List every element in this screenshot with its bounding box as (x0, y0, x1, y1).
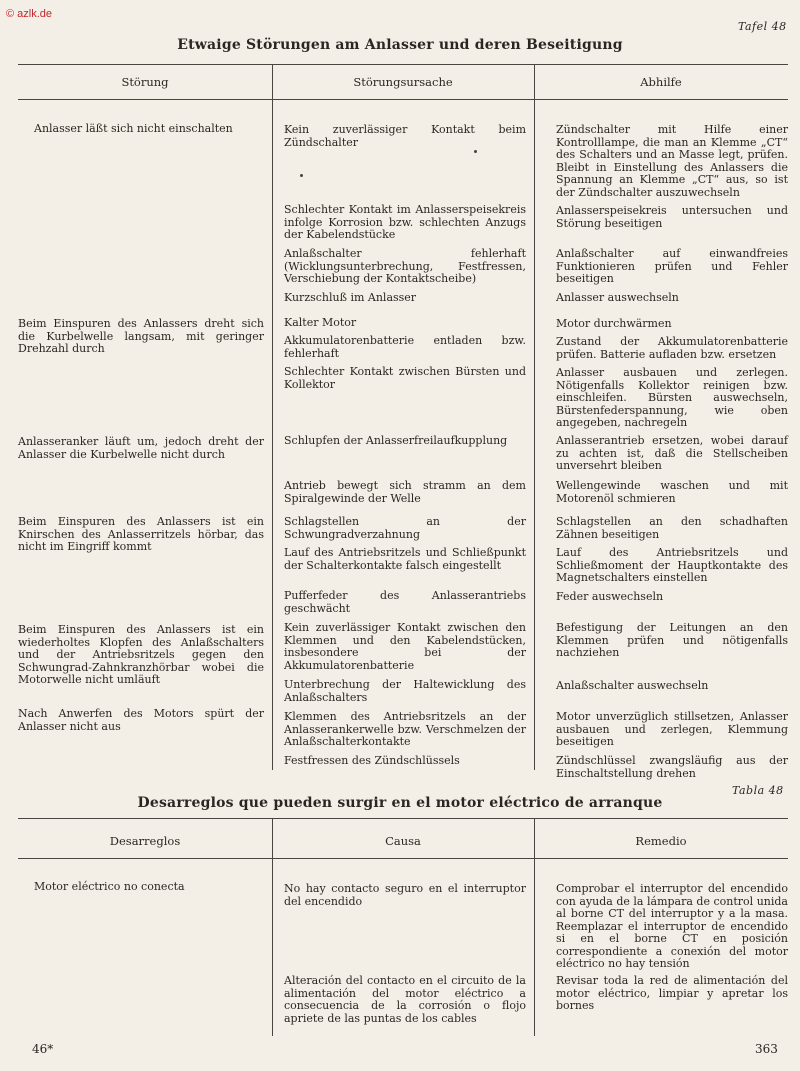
ursache-cell: Kein zuverlässiger Kontakt beim Zündschalter (284, 123, 526, 149)
table-number: Tafel 48 (738, 20, 787, 33)
abhilfe-cell: Feder auswechseln (556, 590, 664, 603)
column-divider (534, 818, 535, 1036)
column-divider (534, 64, 535, 770)
ursache-cell: Unterbrechung der Haltewicklung des Anlaßschalters (284, 678, 526, 704)
abhilfe-cell: Anlasserantrieb ersetzen, wobei darauf zu achten ist, daß die Stellscheiben unversehrt bleiben (556, 434, 788, 472)
column-divider (272, 64, 273, 770)
abhilfe-cell: Motor durchwärmen (556, 317, 672, 330)
abhilfe-cell: Anlasserspeisekreis untersuchen und Störung beseitigen (556, 204, 788, 230)
abhilfe-cell: Anlaßschalter auswechseln (556, 679, 709, 692)
causa-cell: Alteración del contacto en el circuito de la alimentación del motor eléctrico a consecuencia de la corrosión o flojo apriete de las puntas de los cables (284, 974, 526, 1025)
ursache-cell: Schlagstellen an der Schwungradverzahnung (284, 515, 526, 541)
ursache-cell: Kein zuverlässiger Kontakt zwischen den Klemmen und den Kabelendstücken, insbesondere bei der Akkumulatorenbatterie (284, 621, 526, 672)
ursache-cell: Festfressen des Zündschlüssels (284, 754, 460, 767)
header-desarreglos: Desarreglos (109, 834, 181, 848)
ursache-cell: Schlechter Kontakt zwischen Bürsten und Kollektor (284, 365, 526, 391)
ursache-cell: Lauf des Antriebsritzels und Schließpunkt der Schalterkontakte falsch eingestellt (284, 546, 526, 572)
ursache-cell: Klemmen des Antriebsritzels an der Anlasserankerwelle bzw. Verschmelzen der Anlaßschalterkontakte (284, 710, 526, 748)
header-remedio: Remedio (635, 834, 687, 848)
storung-cell: Beim Einspuren des Anlassers dreht sich die Kurbelwelle langsam, mit geringer Drehzahl durch (18, 317, 264, 355)
german-title: Etwaige Störungen am Anlasser und deren Beseitigung (177, 37, 623, 53)
ursache-cell: Anlaßschalter fehlerhaft (Wicklungsunterbrechung, Festfressen, Verschiebung der Kontaktscheibe) (284, 247, 526, 285)
header-bottom-rule (18, 858, 788, 859)
ursache-cell: Schlupfen der Anlasserfreilaufkupplung (284, 434, 508, 447)
abhilfe-cell: Zündschlüssel zwangsläufig aus der Einschaltstellung drehen (556, 754, 788, 780)
table-top-rule (18, 64, 788, 65)
watermark: © azlk.de (6, 8, 53, 20)
print-speck (474, 150, 477, 153)
header-causa: Causa (385, 834, 421, 848)
abhilfe-cell: Schlagstellen an den schadhaften Zähnen beseitigen (556, 515, 788, 541)
header-ursache: Störungsursache (353, 75, 453, 89)
column-divider (272, 818, 273, 1036)
storung-cell: Anlasseranker läuft um, jedoch dreht der Anlasser die Kurbelwelle nicht durch (18, 435, 264, 461)
abhilfe-cell: Anlasser ausbauen und zerlegen. Nötigenfalls Kollektor reinigen bzw. einschleifen. Bürsten auswechseln, Bürstenfederspannung, wie oben angegeben, nachregeln (556, 366, 788, 429)
abhilfe-cell: Zustand der Akkumulatorenbatterie prüfen. Batterie aufladen bzw. ersetzen (556, 335, 788, 361)
tabla-number: Tabla 48 (732, 784, 784, 797)
header-bottom-rule (18, 99, 788, 100)
ursache-cell: Schlechter Kontakt im Anlasserspeisekreis infolge Korrosion bzw. schlechten Anzugs der Kabelendstücke (284, 203, 526, 241)
storung-cell: Beim Einspuren des Anlassers ist ein wiederholtes Klopfen des Anlaßschalters und der Antriebsritzels gegen den Schwungrad-Zahnkranzhörbar wobei die Motorwelle nicht umläuft (18, 623, 264, 686)
page-number-left: 46* (32, 1042, 54, 1056)
remedio-cell: Comprobar el interruptor del encendido con ayuda de la lámpara de control unida al borne CT del interruptor y a la masa. Reemplazar el interruptor de encendido si en el borne CT en posición correspondiente a conexión del motor eléctrico no hay tensión (556, 882, 788, 970)
storung-cell: Nach Anwerfen des Motors spürt der Anlasser nicht aus (18, 707, 264, 733)
storung-cell: Beim Einspuren des Anlassers ist ein Knirschen des Anlasserritzels hörbar, das nicht im Eingriff kommt (18, 515, 264, 553)
ursache-cell: Kurzschluß im Anlasser (284, 291, 417, 304)
storung-cell: Anlasser läßt sich nicht einschalten (34, 122, 233, 135)
remedio-cell: Revisar toda la red de alimentación del motor eléctrico, limpiar y apretar los bornes (556, 974, 788, 1012)
table-top-rule (18, 818, 788, 819)
header-storung: Störung (121, 75, 169, 89)
ursache-cell: Kalter Motor (284, 316, 357, 329)
spanish-title: Desarreglos que pueden surgir en el motor eléctrico de arranque (137, 795, 663, 811)
header-abhilfe: Abhilfe (640, 75, 682, 89)
abhilfe-cell: Motor unverzüglich stillsetzen, Anlasser ausbauen und zerlegen, Klemmung beseitigen (556, 710, 788, 748)
abhilfe-cell: Wellengewinde waschen und mit Motorenöl schmieren (556, 479, 788, 505)
causa-cell: No hay contacto seguro en el interruptor del encendido (284, 882, 526, 908)
desarreglo-cell: Motor eléctrico no conecta (34, 880, 185, 893)
ursache-cell: Antrieb bewegt sich stramm an dem Spiralgewinde der Welle (284, 479, 526, 505)
abhilfe-cell: Lauf des Antriebsritzels und Schließmoment der Hauptkontakte des Magnetschalters einstellen (556, 546, 788, 584)
page-number-right: 363 (755, 1042, 778, 1056)
abhilfe-cell: Zündschalter mit Hilfe einer Kontrolllampe, die man an Klemme „CT“ des Schalters und an Masse legt, prüfen. Bleibt in Einstellung des Anlassers die Spannung an Klemme „CT“ aus, so ist der Zündschalter auszuwechseln (556, 123, 788, 199)
abhilfe-cell: Befestigung der Leitungen an den Klemmen prüfen und nötigenfalls nachziehen (556, 621, 788, 659)
abhilfe-cell: Anlasser auswechseln (556, 291, 679, 304)
abhilfe-cell: Anlaßschalter auf einwandfreies Funktionieren prüfen und Fehler beseitigen (556, 247, 788, 285)
print-speck (300, 174, 303, 177)
ursache-cell: Akkumulatorenbatterie entladen bzw. fehlerhaft (284, 334, 526, 360)
ursache-cell: Pufferfeder des Anlasserantriebs geschwächt (284, 589, 526, 615)
